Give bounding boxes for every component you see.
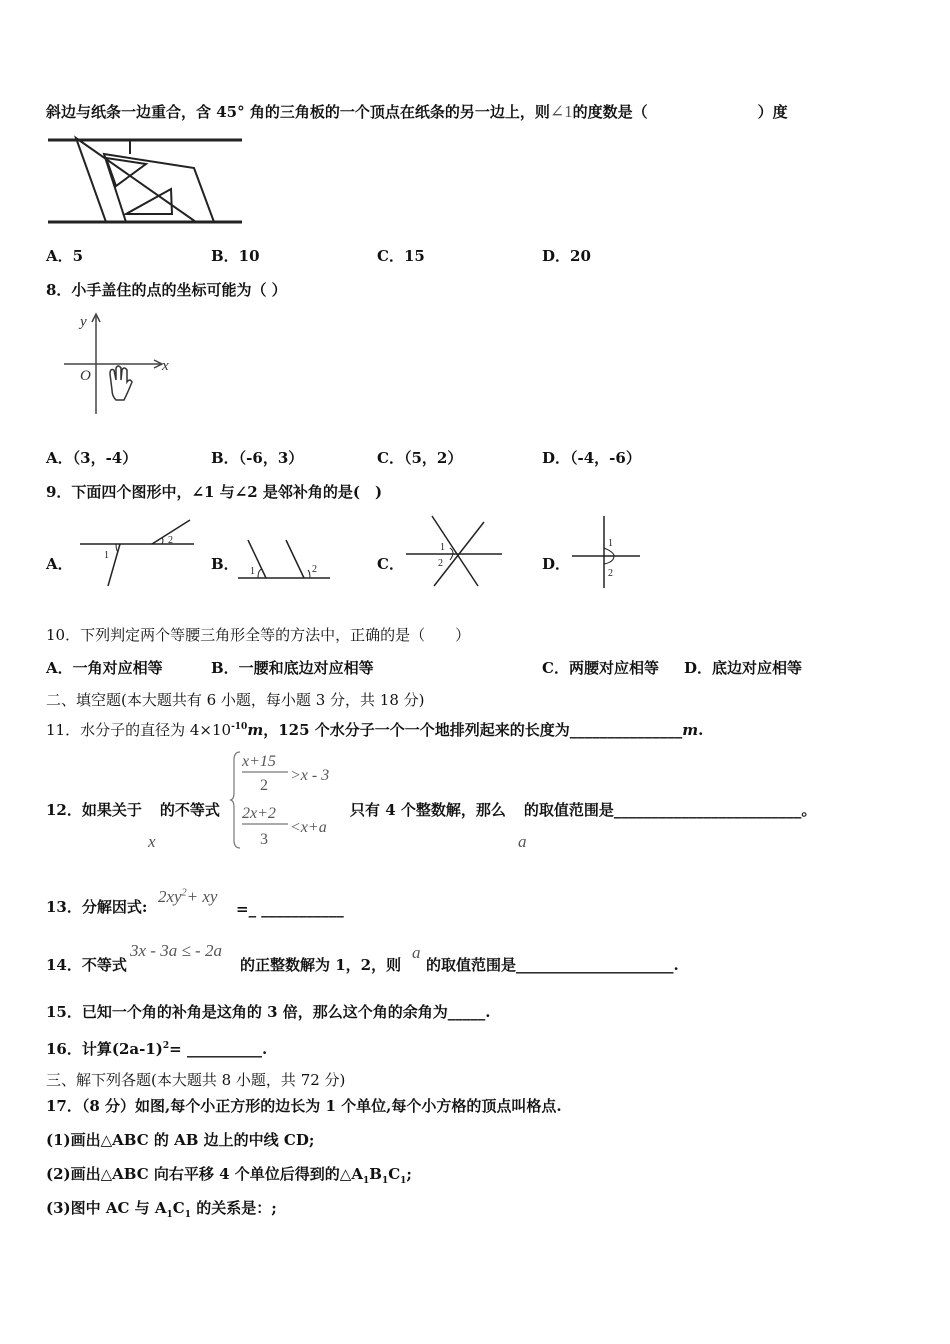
q9-option-c-letter: C．	[377, 555, 404, 573]
q8-stem: 8．小手盖住的点的坐标可能为（ ）	[46, 281, 287, 299]
q12	[46, 800, 220, 820]
q9-figure-d	[570, 514, 642, 590]
hand-icon	[110, 366, 132, 400]
q12-tail	[350, 800, 816, 820]
q8-option-d: D．（-4，-6）	[542, 449, 641, 467]
q16-prefix: 16．计算(2a-1)	[46, 1040, 163, 1058]
q9-d-label-2: 2	[608, 568, 613, 579]
q12-inequality-system	[230, 748, 350, 852]
q17-part-3: (3)图中 AC 与 $A_1C_1$ 的关系是：;	[46, 1199, 277, 1220]
q11-prefix: 11．水分子的直径为 4×10	[46, 721, 232, 739]
q9-figure-b	[236, 536, 332, 582]
q12-ineq1-num: x+15	[242, 753, 276, 770]
q12-mid: 的不等式	[159, 801, 220, 819]
section-3-heading: 三、解下列各题(本大题共 8 小题，共 72 分)	[46, 1071, 346, 1089]
q10-stem: 10．下列判定两个等腰三角形全等的方法中，正确的是（ ）	[46, 626, 471, 644]
q12-prefix: 12．如果关于	[46, 801, 142, 819]
q13-expr-b: + xy	[186, 887, 218, 906]
q11-exponent: -10	[231, 722, 248, 732]
q9-option-a-letter: A．	[46, 555, 73, 573]
q7-tail: ）度	[757, 103, 788, 121]
q12-var-a: a	[518, 832, 527, 851]
q7-angle: ∠1	[549, 102, 573, 121]
q17-part-2: (2)画出△ABC 向右平移 4 个单位后得到的$\triangle A_1B_1C_1$;	[46, 1165, 412, 1186]
q12-ineq2-rhs: <x+a	[290, 819, 327, 836]
q9-c-label-2: 2	[438, 558, 443, 569]
q14-mid: 的正整数解为 1，2，则	[240, 956, 402, 974]
q16-end: = __________.	[169, 1040, 268, 1058]
q8-axis-y: y	[80, 314, 87, 330]
q14-end: 的取值范围是_____________________.	[426, 956, 679, 974]
q7-option-a: A．5	[46, 247, 84, 265]
q13-prefix: 13．分解因式:	[46, 898, 148, 916]
q12-var-x: x	[148, 832, 156, 851]
q9-figure-a	[76, 516, 196, 588]
q11-unit-2: m	[682, 721, 699, 739]
q9-stem: 9．下面四个图形中，∠1 与∠2 是邻补角的是( )	[46, 483, 383, 501]
q14-expression: 3x - 3a ≤ - 2a	[130, 941, 222, 960]
q8-option-c: C．（5，2）	[377, 449, 463, 467]
section-2-heading: 二、填空题(本大题共有 6 小题，每小题 3 分，共 18 分)	[46, 691, 425, 709]
q12-ineq1-rhs: >x - 3	[290, 767, 330, 784]
q8-option-b: B．（-6，3）	[211, 449, 304, 467]
q9-b-label-2: 2	[312, 564, 317, 575]
q10-option-d: D．底边对应相等	[684, 659, 803, 677]
q12-ineq2-num: 2x+2	[242, 805, 276, 822]
q9-option-b-letter: B．	[211, 555, 239, 573]
q8-option-a: A．（3，-4）	[46, 449, 138, 467]
q7-text: 斜边与纸条一边重合，含 45° 角的三角板的一个顶点在纸条的另一边上，则	[46, 103, 550, 121]
q9-d-label-1: 1	[608, 538, 613, 549]
q13-expression	[158, 887, 217, 907]
q8-origin: O	[80, 368, 91, 384]
q12-ineq2-den: 3	[260, 831, 268, 848]
q15: 15．已知一个角的补角是这角的 3 倍，那么这个角的余角为_____.	[46, 1003, 491, 1021]
q9-c-label-1: 1	[440, 542, 445, 553]
q10-option-c: C．两腰对应相等	[542, 659, 659, 677]
q7-text2: 的度数是（	[572, 103, 648, 121]
q7-stem	[46, 102, 788, 122]
q14-var-a: a	[412, 943, 421, 962]
q13-expr-a: 2xy	[158, 887, 182, 906]
q7-option-d: D．20	[542, 247, 591, 265]
q7-option-c: C．15	[377, 247, 425, 265]
q8-coordinate-figure	[60, 312, 180, 416]
q11-unit-1: m	[247, 721, 264, 739]
q12-ineq1-den: 2	[260, 777, 268, 794]
q10-option-b: B．一腰和底边对应相等	[211, 659, 374, 677]
q9-b-label-1: 1	[250, 566, 255, 577]
q10-option-a: A．一角对应相等	[46, 659, 163, 677]
q9-a-label-2: 2	[168, 535, 173, 546]
q17-part-1: (1)画出△ABC 的 AB 边上的中线 CD;	[46, 1131, 315, 1149]
q11-end: .	[698, 721, 704, 739]
q12-suffix: 只有 4 个整数解，那么	[350, 801, 506, 819]
q9-option-d-letter: D．	[542, 555, 571, 573]
q13-end: =_ ___________	[236, 900, 344, 918]
q13-expr-sup: 2	[181, 887, 187, 899]
q9-a-label-1: 1	[104, 550, 109, 561]
q11-mid: ，125 个水分子一个一个地排列起来的长度为_______________	[263, 721, 683, 739]
q16-sup: 2	[162, 1041, 170, 1051]
q11	[46, 717, 703, 740]
q13	[46, 897, 147, 917]
q9-figure-c	[404, 514, 504, 588]
q16	[46, 1036, 267, 1059]
q7-option-b: B．10	[211, 247, 260, 265]
q14-prefix: 14．不等式	[46, 956, 127, 974]
q12-end: 的取值范围是_________________________。	[523, 801, 817, 819]
q8-axis-x: x	[162, 358, 169, 374]
q7-figure	[46, 134, 246, 226]
q17-stem: 17．（8 分）如图,每个小正方形的边长为 1 个单位,每个小方格的顶点叫格点.	[46, 1097, 562, 1115]
